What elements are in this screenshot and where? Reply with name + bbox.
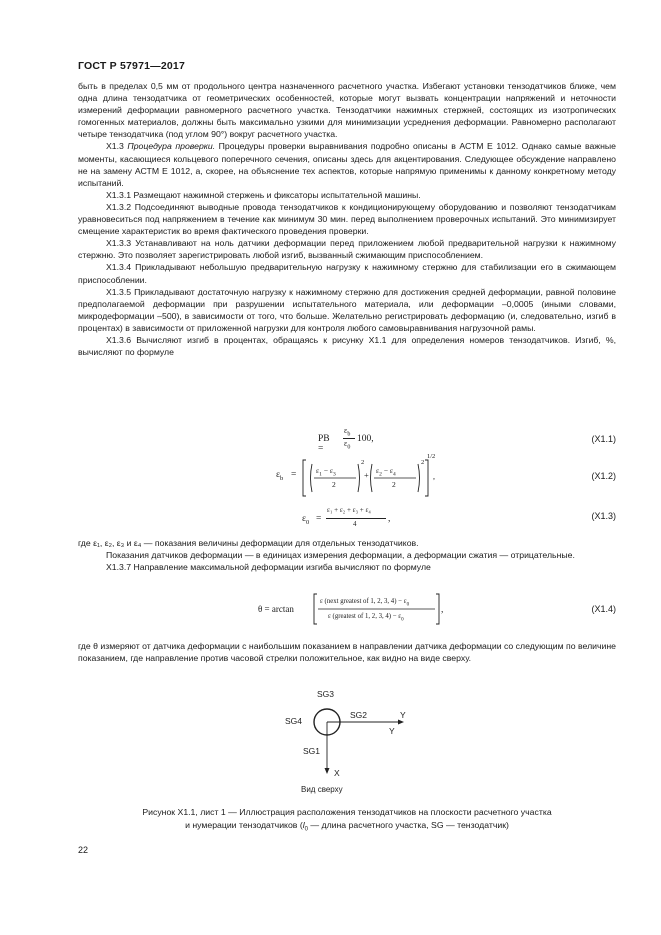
paragraph-x1-3-1: Х1.3.1 Размещают нажимной стержень и фиксаторы испытательной машины. <box>106 189 421 200</box>
figure-caption: Рисунок Х1.1, лист 1 — Иллюстрация расположения тензодатчиков на плоскости расчетного участка и нумерации тензодатчиков ($l_0$ — длина расчетного участка, SG — тензодатчик) <box>142 807 552 833</box>
paragraph: где ε₁, ε₂, ε₃ и ε₄ — показания величины деформации для отдельных тензодатчиков. <box>78 538 419 548</box>
equation-x1-4: θ = arctan ε (next greatest of 1, 2, 3, $4) - \varepsilon_0$ ε (greatest of 1, 2, 3, $4) - \varepsilon_0$ , <box>258 592 448 628</box>
label-y-small: Y <box>389 726 395 736</box>
x-axis-arrow <box>325 768 330 774</box>
body-text <box>78 80 616 358</box>
view-label: Вид сверху <box>301 785 343 794</box>
label-sg4: SG4 <box>285 716 303 726</box>
procedure-title: Процедура проверки. <box>127 141 216 152</box>
equation-label: (Х1.3) <box>591 511 616 521</box>
page-header: ГОСТ Р 57971—2017 <box>78 60 186 72</box>
equation-label: (Х1.4) <box>591 604 616 614</box>
paragraph-x1-3-2: Х1.3.2 Подсоединяют выводные провода тензодатчиков к кондиционирующему оборудованию и позволяют тензодатчикам уравновеситься под напряжением в течение как минимум 30 мин. перед выполнением проверочных испытаний. Это минимизирует смещение характеристик во время фактического проведения проверки. <box>78 201 616 237</box>
label-x-axis: X <box>334 768 340 778</box>
equation-x1-2: $\varepsilon_b$ = $\varepsilon_1 - \varepsilon_3$ 2 2 + $\varepsilon_2 - \varepsilon_4$ 2 2 1/2 , <box>276 456 436 500</box>
paragraph-x1-3-6: Х1.3.6 Вычисляют изгиб в процентах, обращаясь к рисунку Х1.1 для определения номеров тензодатчиков. Изгиб, %, вычисляют по формуле <box>78 334 616 358</box>
paragraph-x1-3-4: Х1.3.4 Прикладывают небольшую предварительную нагрузку к нажимному стержню для стабилизации его в сжимающем приспособлении. <box>78 262 616 285</box>
label-sg2: SG2 <box>350 710 368 720</box>
equation-x1-3: $\varepsilon_0$ = ε₁ + ε₂ + ε₃ + ε₄ 4 , <box>302 506 391 528</box>
label-sg3: SG3 <box>317 689 335 699</box>
equation-brackets <box>276 456 436 500</box>
y-axis-arrow <box>398 720 404 725</box>
equation-label: (Х1.1) <box>591 434 616 444</box>
paragraph: Показания датчиков деформации — в единицах измерения деформации, а деформации сжатия — отрицательные. <box>106 550 575 561</box>
label-y-axis: Y <box>400 710 406 720</box>
page-number: 22 <box>78 845 89 855</box>
paragraph-x1-3-7: Х1.3.7 Направление максимальной деформации изгиба вычисляют по формуле <box>106 562 431 573</box>
paragraph-x1-3-5: Х1.3.5 Прикладывают достаточную нагрузку к нажимному стержню для достижения средней деформации, равной половине предполагаемой деформации при разрушении испытательного материала, или деформации –0,0005 (иными словами, микродеформации –500), в зависимости от того, что больше. Желательно регистрировать деформацию (и, следовательно, изгиб в процентах) в зависимости от приложенной нагрузки для контроля любого самовыравнивания нагрузочной рамы. <box>78 286 616 333</box>
gauge-layout-figure <box>270 684 420 796</box>
paragraph-x1-3-3: Х1.3.3 Устанавливают на ноль датчики деформации перед приложением любой предварительной нагрузки к нажимному стержню. Это позволяет зарегистрировать любой изгиб, вызванный сжимающим приспособлением. <box>78 238 616 261</box>
notes-text <box>78 537 616 573</box>
paragraph: быть в пределах 0,5 мм от продольного центра назначенного расчетного участка. Избегают установки тензодатчиков ближе, чем одна длина тензодатчика от геометрических особенностей, которые могут вызвать концентрации напряжений и неточности измерений деформации равномерного расчетного участка. Тензодатчики нажимных стержней, состоящих из изотропических гомогенных материалов, должны быть максимально узкими для минимизации усреднения деформации. Равномерно располагают четыре тензодатчика (под углом 90°) вокруг расчетного участка. <box>78 81 616 140</box>
paragraph: где θ измеряют от датчика деформации с наибольшим показанием в направлении датчика деформации со следующим по величине показанием, где направление против часовой стрелки положительное, как видно на виде сверху. <box>78 641 616 664</box>
equation-label: (Х1.2) <box>591 471 616 481</box>
label-sg1: SG1 <box>303 746 321 756</box>
paragraph-x1-3: Х1.3 Процедура проверки. Процедуры проверки выравнивания подробно описаны в АСТМ Е 1012. Однако самые важные моменты, касающиеся кольцевого поперечного сечения, описаны здесь для акцентирования. Следующее обсуждение направлено не на замену АСТМ Е 1012, а, скорее, на объяснение тех аспектов, которые напрямую применимы к данному конкретному методу испытаний. <box>78 141 616 188</box>
